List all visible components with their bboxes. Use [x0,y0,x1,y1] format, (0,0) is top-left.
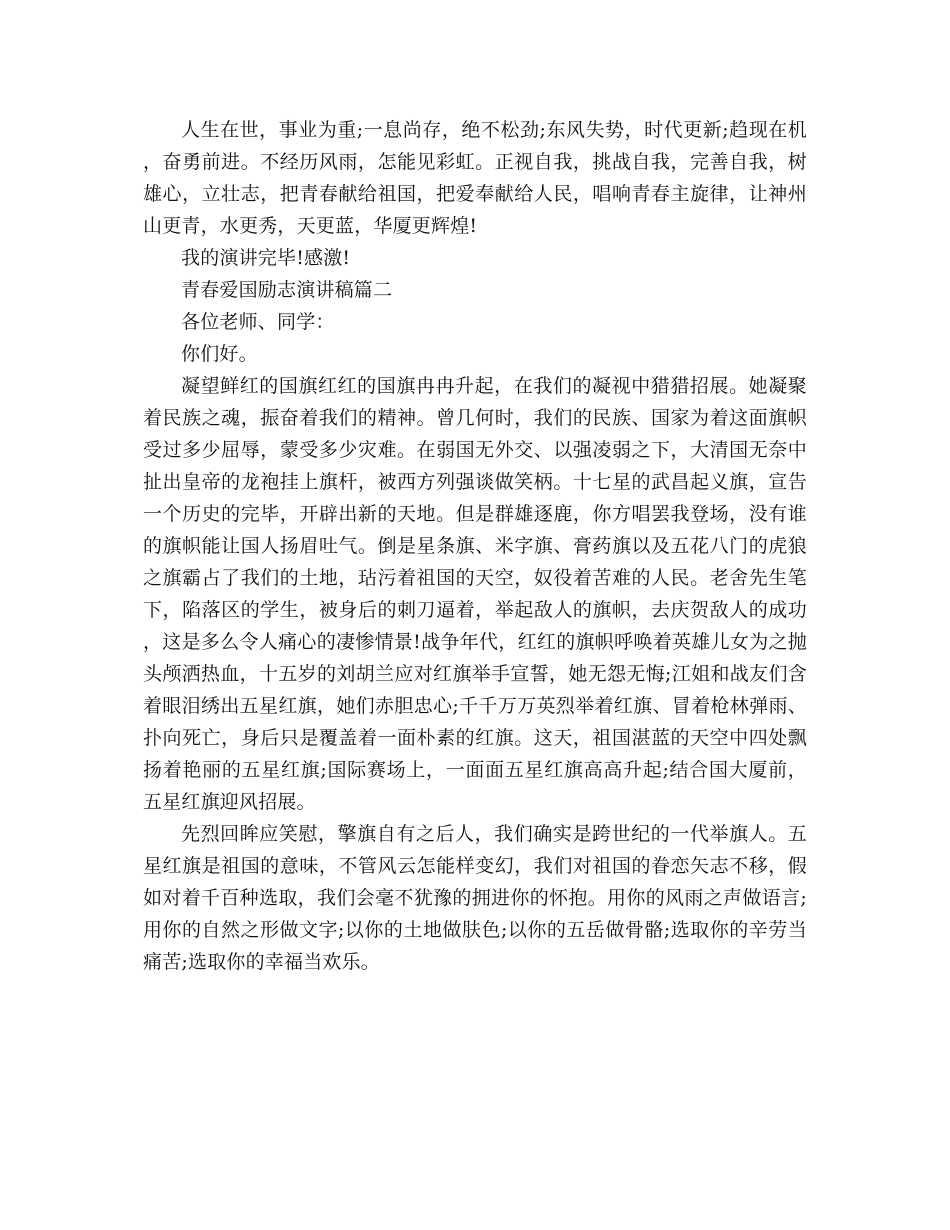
section-title-speech-two: 青春爱国励志演讲稿篇二 [181,279,393,301]
paragraph-ambition: 人生在世，事业为重;一息尚存，绝不松劲;东风失势，时代更新;趋现在机，奋勇前进。不经历风雨，怎能见彩虹。正视自我，挑战自我，完善自我，树雄心，立壮志，把青春献给祖国，把爱奉献给人民，唱响青春主旋律，让神州山更青，水更秀，天更蓝，华厦更辉煌! [143,119,807,237]
paragraph-national-flag: 凝望鲜红的国旗红红的国旗冉冉升起，在我们的凝视中猎猎招展。她凝聚着民族之魂，振奋着我们的精神。曾几何时，我们的民族、国家为着这面旗帜受过多少屈辱，蒙受多少灾难。在弱国无外交、以强凌弱之下，大清国无奈中扯出皇帝的龙袍挂上旗杆，被西方列强谈做笑柄。十七星的武昌起义旗，宣告一个历史的完毕，开辟出新的天地。但是群雄逐鹿，你方唱罢我登场，没有谁的旗帜能让国人扬眉吐气。倒是星条旗、米字旗、膏药旗以及五花八门的虎狼之旗霸占了我们的土地，玷污着祖国的天空，奴役着苦难的人民。老舍先生笔下，陷落区的学生，被身后的刺刀逼着，举起敌人的旗帜，去庆贺敌人的成功，这是多么令人痛心的凄惨情景!战争年代，红红的旗帜呼唤着英雄儿女为之抛头颅洒热血，十五岁的刘胡兰应对红旗举手宣誓，她无怨无悔;江姐和战友们含着眼泪绣出五星红旗，她们赤胆忠心;千千万万英烈举着红旗、冒着枪林弹雨、扑向死亡，身后只是覆盖着一面朴素的红旗。这天，祖国湛蓝的天空中四处飘扬着艳丽的五星红旗;国际赛场上，一面面五星红旗高高升起;结合国大厦前，五星红旗迎风招展。 [143,375,807,813]
document-body [143,114,807,978]
paragraph-greeting: 你们好。 [181,343,258,365]
paragraph-closing-thanks: 我的演讲完毕!感激! [181,247,351,269]
paragraph-flag-bearers: 先烈回眸应笑慰，擎旗自有之后人，我们确实是跨世纪的一代举旗人。五星红旗是祖国的意味，不管风云怎能样变幻，我们对祖国的眷恋矢志不移，假如对着千百种选取，我们会毫不犹豫的拥进你的怀抱。用你的风雨之声做语言;用你的自然之形做文字;以你的土地做肤色;以你的五岳做骨骼;选取你的辛劳当痛苦;选取你的幸福当欢乐。 [143,823,807,973]
paragraph-salutation: 各位老师、同学： [181,311,335,333]
